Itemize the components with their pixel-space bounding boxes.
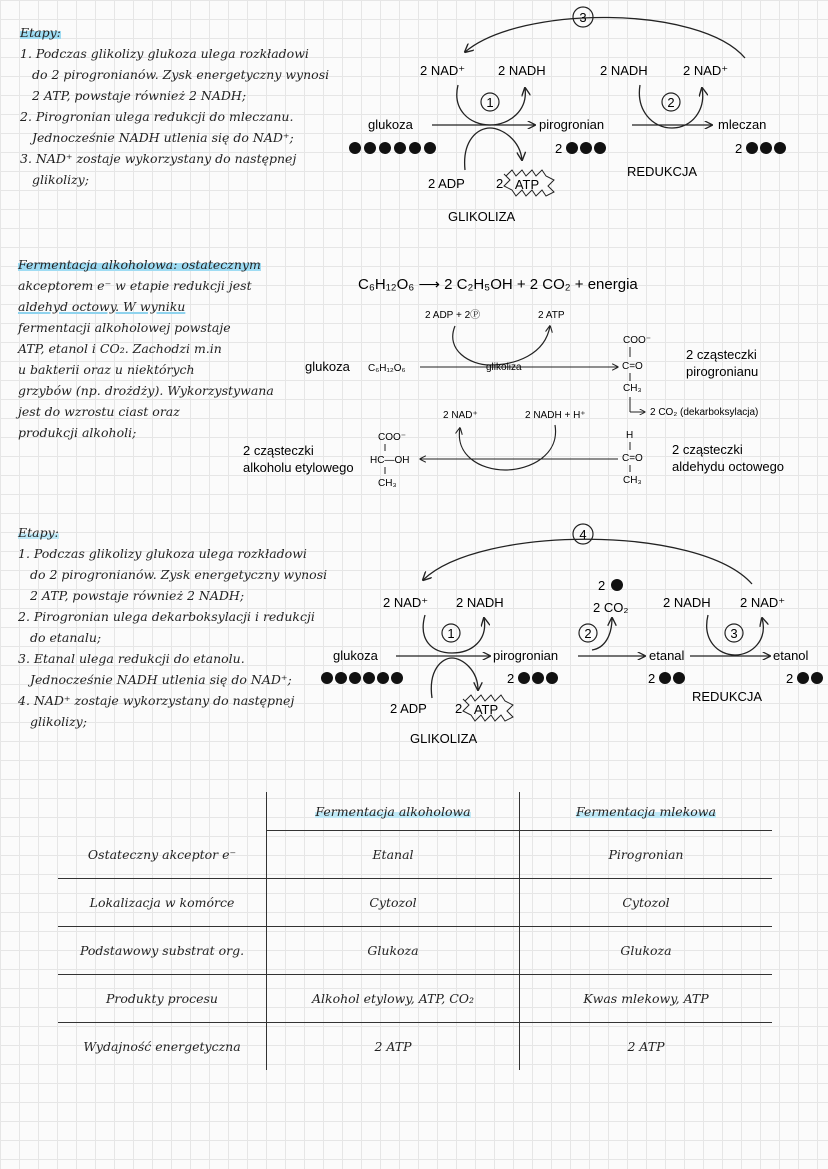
d2-coo-2: COO⁻ bbox=[378, 432, 407, 443]
d3-nad-left: 2 NAD⁺ bbox=[383, 595, 429, 610]
d3-adp: 2 ADP bbox=[390, 701, 427, 716]
d1-pyruvate-dots bbox=[566, 142, 606, 154]
d1-lactate-dots bbox=[746, 142, 786, 154]
d3-redukcja: REDUKCJA bbox=[692, 689, 763, 704]
d1-glukoza: glukoza bbox=[368, 117, 413, 132]
d2-pyruvate-label-2: pirogronianu bbox=[686, 364, 759, 379]
section3-heading: Etapy: bbox=[18, 525, 59, 540]
table-row-label: Wydajność energetyczna bbox=[83, 1039, 241, 1054]
section2-line: produkcji alkoholi; bbox=[18, 425, 137, 440]
d3-co2-dot bbox=[611, 579, 623, 591]
table-cell: Glukoza bbox=[520, 927, 773, 975]
section1-line: Jednocześnie NADH utlenia się do NAD⁺; bbox=[32, 130, 294, 145]
d2-nadh: 2 NADH + H⁺ bbox=[525, 410, 586, 421]
section2-line: jest do wzrostu ciast oraz bbox=[18, 404, 180, 419]
d1-step3: 3 bbox=[579, 10, 587, 25]
d1-step1: 1 bbox=[486, 95, 494, 110]
table-cell: Alkohol etylowy, ATP, CO₂ bbox=[267, 975, 520, 1023]
section2-line: fermentacji alkoholowej powstaje bbox=[18, 320, 231, 335]
table-cell: Kwas mlekowy, ATP bbox=[520, 975, 773, 1023]
d3-etanal-dots bbox=[659, 672, 685, 684]
section1-line: 2 ATP, powstaje również 2 NADH; bbox=[32, 88, 247, 103]
diagram-alcohol-steps bbox=[0, 520, 828, 760]
section3-line: 3. Etanal ulega redukcji do etanolu. bbox=[18, 651, 245, 666]
d3-step3: 3 bbox=[730, 626, 738, 641]
d3-glikoliza: GLIKOLIZA bbox=[410, 731, 478, 746]
d2-adp-p: 2 ADP + 2Ⓟ bbox=[425, 310, 481, 321]
d2-glikoliza: glikoliza bbox=[486, 362, 522, 373]
section3-line: do 2 pirogronianów. Zysk energetyczny wynosi bbox=[30, 567, 328, 582]
d1-adp: 2 ADP bbox=[428, 176, 465, 191]
diagram-lactic-fermentation bbox=[0, 0, 828, 240]
d1-glucose-dots bbox=[349, 142, 436, 154]
d2-coo-1: COO⁻ bbox=[623, 335, 652, 346]
table-row-label: Produkty procesu bbox=[58, 975, 267, 1023]
d1-nadh-right: 2 NADH bbox=[600, 63, 648, 78]
comparison-table bbox=[58, 792, 772, 1070]
d2-co-1: C=O bbox=[622, 361, 643, 372]
table-header-cell: Fermentacja mlekowa bbox=[520, 792, 773, 831]
table-row bbox=[58, 831, 772, 879]
d2-ch3-3: CH₃ bbox=[378, 478, 397, 489]
section3-line: 2. Pirogronian ulega dekarboksylacji i redukcji bbox=[18, 609, 315, 624]
diagram-alcohol-chemistry bbox=[0, 260, 828, 500]
d2-co-2: C=O bbox=[622, 453, 643, 464]
d2-ch3-2: CH₃ bbox=[623, 475, 642, 486]
section1-line: do 2 pirogronianów. Zysk energetyczny wynosi bbox=[32, 67, 330, 82]
d3-pirogronian: pirogronian bbox=[493, 648, 559, 663]
d1-pirogronian-count: 2 bbox=[555, 141, 563, 156]
d2-equation: C₆H₁₂O₆ ⟶ 2 C₂H₅OH + 2 CO₂ + energia bbox=[358, 276, 638, 293]
d3-nadh-right: 2 NADH bbox=[663, 595, 711, 610]
table-row bbox=[58, 975, 772, 1023]
table-cell: Glukoza bbox=[267, 927, 520, 975]
d1-glikoliza: GLIKOLIZA bbox=[448, 209, 516, 224]
d3-glukoza: glukoza bbox=[333, 648, 378, 663]
d1-nadh-left: 2 NADH bbox=[498, 63, 546, 78]
d1-redukcja: REDUKCJA bbox=[627, 164, 698, 179]
section1-heading: Etapy: bbox=[20, 25, 61, 40]
d2-glukoza: glukoza bbox=[305, 359, 350, 374]
section3-line: 1. Podczas glikolizy glukoza ulega rozkładowi bbox=[18, 546, 307, 561]
d2-glukoza-formula: C₆H₁₂O₆ bbox=[368, 363, 406, 374]
d3-etanol-count: 2 bbox=[786, 671, 794, 686]
table-row-label: Podstawowy substrat org. bbox=[58, 927, 267, 975]
d1-step2: 2 bbox=[667, 95, 675, 110]
d1-nad-left: 2 NAD⁺ bbox=[420, 63, 466, 78]
d3-nad-right: 2 NAD⁺ bbox=[740, 595, 786, 610]
d3-etanal: etanal bbox=[649, 648, 685, 663]
table-row bbox=[58, 927, 772, 975]
d2-atp: 2 ATP bbox=[538, 310, 565, 321]
section1-line: glikolizy; bbox=[32, 172, 89, 187]
table-row-label: Lokalizacja w komórce bbox=[58, 879, 267, 927]
table-header-cell bbox=[58, 792, 267, 831]
table-cell: Pirogronian bbox=[520, 831, 773, 879]
section2-line: akceptorem e⁻ w etapie redukcji jest bbox=[18, 278, 252, 293]
table-cell: Etanal bbox=[267, 831, 520, 879]
table-row bbox=[58, 879, 772, 927]
d1-mleczan-count: 2 bbox=[735, 141, 743, 156]
d3-step2: 2 bbox=[584, 626, 592, 641]
d2-hc-oh: HC—OH bbox=[370, 455, 410, 466]
d3-atp: ATP bbox=[473, 702, 499, 717]
d1-mleczan: mleczan bbox=[718, 117, 767, 132]
section1-line: 2. Pirogronian ulega redukcji do mleczanu. bbox=[20, 109, 294, 124]
table-cell: Cytozol bbox=[520, 879, 773, 927]
section3-line: Jednocześnie NADH utlenia się do NAD⁺; bbox=[30, 672, 292, 687]
d1-atp-count: 2 bbox=[496, 176, 504, 191]
d3-etanal-count: 2 bbox=[648, 671, 656, 686]
d3-etanol-dots bbox=[797, 672, 823, 684]
d3-glucose-dots bbox=[321, 672, 403, 684]
d2-acetaldehyde-label-2: aldehydu octowego bbox=[672, 459, 785, 474]
section2-line: ATP, etanol i CO₂. Zachodzi m.in bbox=[18, 341, 222, 356]
section2-line: grzybów (np. drożdży). Wykorzystywana bbox=[18, 383, 274, 398]
section2-line: aldehyd octowy. W wyniku bbox=[18, 299, 186, 314]
d3-pirogronian-count: 2 bbox=[507, 671, 515, 686]
section2-line: u bakterii oraz u niektórych bbox=[18, 362, 195, 377]
section1-line: 3. NAD⁺ zostaje wykorzystany do następnej bbox=[20, 151, 297, 166]
d3-step4: 4 bbox=[579, 527, 587, 542]
d3-pyruvate-dots bbox=[518, 672, 558, 684]
d2-acetaldehyde-label-1: 2 cząsteczki bbox=[672, 442, 743, 457]
section3-line: do etanalu; bbox=[30, 630, 102, 645]
table-row bbox=[58, 1023, 772, 1071]
d2-co2-step: 2 CO₂ (dekarboksylacja) bbox=[650, 407, 759, 418]
section3-line: 2 ATP, powstaje również 2 NADH; bbox=[30, 588, 245, 603]
d3-nadh-left: 2 NADH bbox=[456, 595, 504, 610]
d1-atp: ATP bbox=[514, 177, 540, 192]
d2-ethanol-label-2: alkoholu etylowego bbox=[243, 460, 354, 475]
d1-pirogronian: pirogronian bbox=[539, 117, 605, 132]
section3-line: glikolizy; bbox=[30, 714, 87, 729]
d2-nad: 2 NAD⁺ bbox=[443, 410, 478, 421]
table-header-cell: Fermentacja alkoholowa bbox=[267, 792, 520, 831]
table-cell: 2 ATP bbox=[267, 1023, 520, 1071]
table-row-label: Ostateczny akceptor e⁻ bbox=[58, 831, 267, 879]
d3-etanol: etanol bbox=[773, 648, 809, 663]
d3-co2: 2 CO₂ bbox=[593, 600, 629, 615]
section1-line: 1. Podczas glikolizy glukoza ulega rozkładowi bbox=[20, 46, 309, 61]
section3-line: 4. NAD⁺ zostaje wykorzystany do następnej bbox=[18, 693, 295, 708]
table-cell: 2 ATP bbox=[520, 1023, 773, 1071]
d3-atp-count: 2 bbox=[455, 701, 463, 716]
d2-ch3-1: CH₃ bbox=[623, 383, 642, 394]
d2-ethanol-label-1: 2 cząsteczki bbox=[243, 443, 314, 458]
d2-pyruvate-label-1: 2 cząsteczki bbox=[686, 347, 757, 362]
d1-nad-right: 2 NAD⁺ bbox=[683, 63, 729, 78]
table-header-row bbox=[58, 792, 772, 831]
d2-h: H bbox=[626, 430, 634, 441]
table-cell: Cytozol bbox=[267, 879, 520, 927]
d3-step1: 1 bbox=[447, 626, 455, 641]
d3-co2-count: 2 bbox=[598, 578, 606, 593]
section2-line: Fermentacja alkoholowa: ostatecznym bbox=[18, 257, 261, 272]
